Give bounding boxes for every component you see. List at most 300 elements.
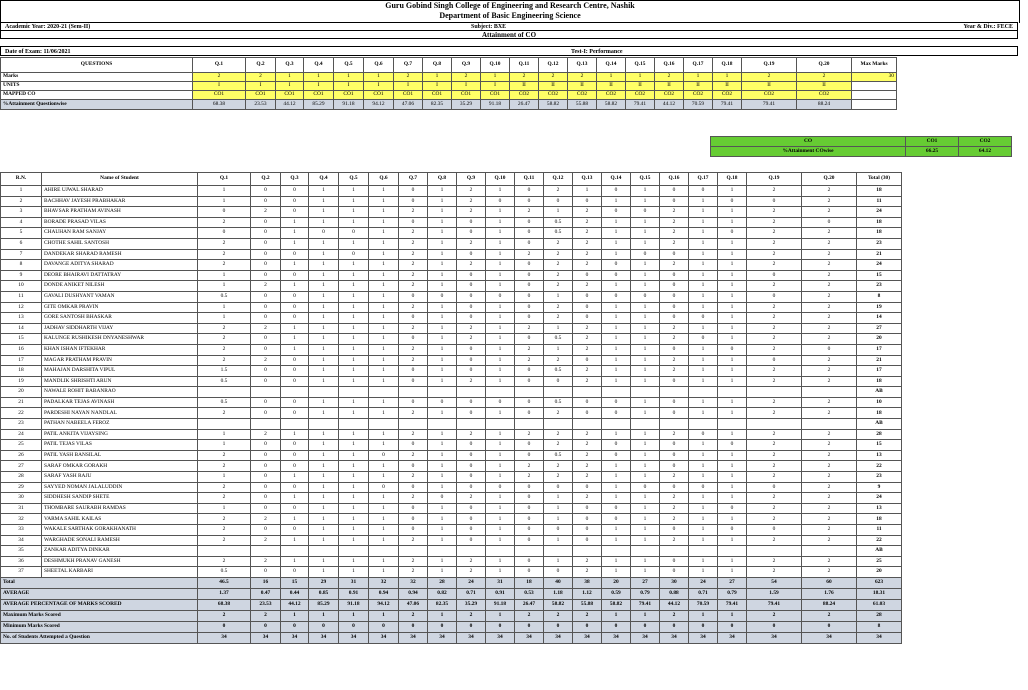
- summary-value: 0: [718, 621, 747, 632]
- student-mark: 2: [802, 355, 857, 366]
- student-mark: 0: [718, 228, 747, 239]
- student-mark: 1: [631, 217, 660, 228]
- summary-value: 70.59: [689, 599, 718, 610]
- student-total: AB: [857, 546, 902, 557]
- student-mark: 0: [602, 186, 631, 197]
- student-mark: 1: [369, 376, 399, 387]
- summary-label: Total: [1, 577, 198, 588]
- student-mark: 1: [602, 376, 631, 387]
- student-mark: 1: [339, 302, 369, 313]
- question-mapped-co: CO1: [481, 91, 510, 100]
- summary-value: 0.85: [309, 588, 339, 599]
- student-mark: 2: [457, 323, 486, 334]
- summary-value: 2: [251, 610, 281, 621]
- student-mark: 1: [486, 429, 515, 440]
- summary-value: 2: [515, 610, 544, 621]
- student-mark: 0: [457, 397, 486, 408]
- student-mark: 1: [428, 482, 457, 493]
- question-marks: 1: [626, 73, 655, 82]
- student-mark: 1: [718, 270, 747, 281]
- student-mark: 1: [689, 366, 718, 377]
- total-header: Total (30): [857, 173, 902, 186]
- student-mark: 2: [544, 440, 573, 451]
- student-mark: 0: [660, 291, 689, 302]
- question-attainment: 35.29: [452, 100, 481, 110]
- student-mark: 0.5: [198, 567, 251, 578]
- student-mark: 0: [399, 186, 428, 197]
- summary-value: 35.29: [457, 599, 486, 610]
- student-mark: 1: [544, 514, 573, 525]
- student-mark: 1: [369, 472, 399, 483]
- student-name: KALUNGE RUSHIKESH DNYANESHWAR: [42, 334, 198, 345]
- summary-value: 0: [631, 621, 660, 632]
- student-mark: 0: [573, 503, 602, 514]
- student-mark: [486, 387, 515, 398]
- student-mark: 1: [689, 567, 718, 578]
- student-rn: 8: [1, 260, 42, 271]
- student-mark: 2: [515, 249, 544, 260]
- student-mark: 2: [747, 344, 802, 355]
- student-mark: 1: [339, 429, 369, 440]
- question-header: Q.12: [539, 58, 568, 73]
- question-marks: 1: [481, 73, 510, 82]
- student-mark: 1: [281, 334, 309, 345]
- student-mark: 0: [573, 535, 602, 546]
- summary-value: 34: [281, 632, 309, 643]
- student-mark: 1: [309, 567, 339, 578]
- student-mark: [399, 546, 428, 557]
- student-mark: 0: [457, 408, 486, 419]
- question-header: Q.17: [689, 173, 718, 186]
- question-attainment: 82.35: [423, 100, 452, 110]
- student-mark: 1: [428, 355, 457, 366]
- summary-label: No. of Students Attempted a Question: [1, 632, 198, 643]
- summary-value: 1: [428, 610, 457, 621]
- student-mark: 0: [309, 228, 339, 239]
- summary-value: 2: [747, 610, 802, 621]
- question-attainment: 91.18: [334, 100, 364, 110]
- student-mark: 1: [689, 450, 718, 461]
- question-attainment: 68.38: [193, 100, 246, 110]
- summary-value: 31: [486, 577, 515, 588]
- student-mark: 0: [660, 186, 689, 197]
- student-mark: 0: [281, 355, 309, 366]
- question-unit: II: [568, 82, 597, 91]
- student-mark: 1: [281, 238, 309, 249]
- student-rn: 11: [1, 291, 42, 302]
- student-mark: 2: [399, 493, 428, 504]
- student-mark: 0: [515, 291, 544, 302]
- student-mark: 1: [309, 556, 339, 567]
- student-mark: 2: [747, 450, 802, 461]
- student-mark: 1: [198, 313, 251, 324]
- student-mark: 0: [573, 525, 602, 536]
- student-mark: 1: [689, 514, 718, 525]
- student-mark: 2: [251, 535, 281, 546]
- mapped-co-row: [1, 91, 897, 100]
- student-mark: 2: [747, 514, 802, 525]
- student-mark: 0: [718, 344, 747, 355]
- summary-value: 0.91: [339, 588, 369, 599]
- student-mark: 1: [631, 313, 660, 324]
- student-mark: 1: [718, 238, 747, 249]
- student-row: [1, 238, 902, 249]
- summary-value: 0: [369, 621, 399, 632]
- summary-value: 34: [457, 632, 486, 643]
- student-mark: 1: [602, 313, 631, 324]
- question-header: Q.14: [602, 173, 631, 186]
- student-mark: 0: [399, 482, 428, 493]
- student-total: 15: [857, 270, 902, 281]
- student-mark: 1: [198, 186, 251, 197]
- student-mark: 0: [457, 249, 486, 260]
- student-mark: 0: [251, 440, 281, 451]
- student-mark: 0: [251, 313, 281, 324]
- student-mark: [339, 387, 369, 398]
- student-mark: 2: [399, 429, 428, 440]
- student-mark: 2: [660, 238, 689, 249]
- student-mark: 2: [573, 366, 602, 377]
- student-mark: 1: [339, 291, 369, 302]
- question-mapped-co: CO1: [276, 91, 304, 100]
- student-mark: 2: [747, 217, 802, 228]
- student-mark: 2: [660, 260, 689, 271]
- student-mark: 2: [399, 450, 428, 461]
- summary-value: 34: [515, 632, 544, 643]
- student-mark: 1: [602, 228, 631, 239]
- student-mark: 1: [631, 503, 660, 514]
- student-mark: 2: [747, 535, 802, 546]
- question-header: Q.13: [573, 173, 602, 186]
- summary-value: 0.59: [602, 588, 631, 599]
- student-mark: 2: [198, 260, 251, 271]
- student-mark: 2: [660, 355, 689, 366]
- student-mark: 0: [515, 260, 544, 271]
- student-mark: [802, 387, 857, 398]
- student-mark: 0: [660, 408, 689, 419]
- student-mark: 2: [802, 493, 857, 504]
- student-mark: 0: [718, 440, 747, 451]
- student-name: PATHAN NABEELA FEROZ: [42, 419, 198, 430]
- student-mark: 0: [251, 366, 281, 377]
- student-mark: 1: [309, 260, 339, 271]
- student-mark: 2: [747, 238, 802, 249]
- student-mark: 2: [457, 196, 486, 207]
- student-mark: 1: [309, 397, 339, 408]
- student-mark: 0: [486, 196, 515, 207]
- student-mark: 1: [428, 196, 457, 207]
- summary-value: 79.41: [747, 599, 802, 610]
- student-mark: 1: [718, 556, 747, 567]
- summary-value: 34: [339, 632, 369, 643]
- student-mark: 0: [251, 493, 281, 504]
- summary-value: 1: [689, 610, 718, 621]
- student-mark: [198, 419, 251, 430]
- summary-value: 32: [369, 577, 399, 588]
- student-mark: 0: [660, 525, 689, 536]
- student-mark: 1: [281, 344, 309, 355]
- summary-label: Maximum Marks Scored: [1, 610, 198, 621]
- student-mark: 2: [457, 238, 486, 249]
- question-unit: II: [684, 82, 713, 91]
- summary-value: 2: [198, 610, 251, 621]
- student-mark: 2: [399, 270, 428, 281]
- question-header: Q.8: [428, 173, 457, 186]
- student-mark: 0.5: [198, 397, 251, 408]
- student-mark: 2: [544, 313, 573, 324]
- student-mark: 1: [631, 429, 660, 440]
- summary-value: 0.91: [486, 588, 515, 599]
- student-mark: 1: [428, 238, 457, 249]
- student-mark: 1: [689, 397, 718, 408]
- student-mark: 1: [544, 556, 573, 567]
- student-mark: 2: [198, 525, 251, 536]
- student-mark: 1: [689, 355, 718, 366]
- student-mark: 0: [251, 260, 281, 271]
- student-row: [1, 546, 902, 557]
- student-mark: 0: [399, 461, 428, 472]
- student-mark: 0: [660, 196, 689, 207]
- student-mark: 1: [486, 525, 515, 536]
- student-mark: 0: [457, 355, 486, 366]
- question-attainment: 58.82: [539, 100, 568, 110]
- student-mark: 1: [369, 503, 399, 514]
- student-name: DONDE ANIKET NILESH: [42, 281, 198, 292]
- student-mark: 0: [457, 344, 486, 355]
- student-mark: 0: [515, 196, 544, 207]
- student-mark: 2: [399, 567, 428, 578]
- student-mark: 0: [544, 525, 573, 536]
- student-mark: 0: [660, 281, 689, 292]
- student-mark: 1: [369, 186, 399, 197]
- student-mark: 1: [428, 408, 457, 419]
- student-total: 18: [857, 217, 902, 228]
- student-mark: 1: [309, 281, 339, 292]
- student-mark: 1: [198, 281, 251, 292]
- student-mark: 1: [689, 249, 718, 260]
- student-mark: [428, 546, 457, 557]
- student-mark: 0: [281, 366, 309, 377]
- question-header: Q.11: [510, 58, 539, 73]
- student-mark: 1: [369, 514, 399, 525]
- student-mark: 1: [369, 302, 399, 313]
- student-mark: 2: [573, 334, 602, 345]
- summary-value: 0.53: [515, 588, 544, 599]
- student-mark: 2: [802, 238, 857, 249]
- student-mark: 0: [281, 408, 309, 419]
- summary-value: 34: [369, 632, 399, 643]
- student-mark: 1: [602, 196, 631, 207]
- summary-value: 0.79: [718, 588, 747, 599]
- question-unit: II: [742, 82, 797, 91]
- student-mark: 1: [339, 323, 369, 334]
- student-mark: 1: [689, 535, 718, 546]
- student-mark: 1: [486, 344, 515, 355]
- student-name: GAVALI DUSHYANT VAMAN: [42, 291, 198, 302]
- student-mark: 2: [544, 249, 573, 260]
- student-mark: 2: [515, 323, 544, 334]
- student-mark: 0: [457, 482, 486, 493]
- student-mark: [718, 419, 747, 430]
- summary-value: 18: [515, 577, 544, 588]
- student-mark: 2: [747, 281, 802, 292]
- student-mark: 2: [399, 408, 428, 419]
- student-mark: [399, 387, 428, 398]
- student-mark: 1: [718, 472, 747, 483]
- student-mark: 1: [309, 207, 339, 218]
- student-mark: 0: [544, 482, 573, 493]
- department-name: Department of Basic Engineering Science: [439, 11, 581, 20]
- student-mark: 0: [718, 525, 747, 536]
- student-mark: 2: [802, 440, 857, 451]
- student-mark: 2: [544, 429, 573, 440]
- student-mark: 0: [457, 291, 486, 302]
- student-mark: 2: [457, 376, 486, 387]
- question-mapped-co: CO1: [394, 91, 423, 100]
- student-mark: 1: [689, 196, 718, 207]
- question-header: Q.18: [713, 58, 742, 73]
- student-row: [1, 419, 902, 430]
- student-mark: 1: [689, 472, 718, 483]
- summary-value: 15: [281, 577, 309, 588]
- student-mark: 0: [281, 291, 309, 302]
- student-mark: 1: [309, 525, 339, 536]
- student-mark: 1: [369, 525, 399, 536]
- student-row: [1, 291, 902, 302]
- student-mark: 0: [457, 366, 486, 377]
- student-mark: 1: [631, 450, 660, 461]
- student-rn: 5: [1, 228, 42, 239]
- student-mark: 0: [660, 302, 689, 313]
- question-header: Q.12: [544, 173, 573, 186]
- student-mark: 1: [339, 461, 369, 472]
- student-rn: 26: [1, 450, 42, 461]
- student-mark: 1: [281, 556, 309, 567]
- test-name: Test-I: Performance: [571, 49, 623, 55]
- student-rn: 14: [1, 323, 42, 334]
- student-mark: 0: [281, 503, 309, 514]
- student-total: 23: [857, 472, 902, 483]
- student-mark: 1: [369, 291, 399, 302]
- student-mark: 0: [198, 228, 251, 239]
- question-header: Q.6: [369, 173, 399, 186]
- student-total: 17: [857, 366, 902, 377]
- student-mark: [281, 546, 309, 557]
- student-mark: 1: [486, 323, 515, 334]
- questions-table: [0, 57, 897, 110]
- student-mark: 2: [802, 249, 857, 260]
- co-attainment-row: [711, 147, 1012, 157]
- student-mark: 0: [457, 525, 486, 536]
- student-mark: [251, 546, 281, 557]
- student-mark: 0: [457, 302, 486, 313]
- student-mark: 2: [747, 323, 802, 334]
- summary-row: [1, 610, 902, 621]
- student-mark: 0: [281, 249, 309, 260]
- student-name: SAYYED NOMAN JALALUDDIN: [42, 482, 198, 493]
- student-mark: 1: [309, 238, 339, 249]
- student-mark: 1: [718, 567, 747, 578]
- student-mark: 1: [602, 472, 631, 483]
- student-mark: 1: [718, 207, 747, 218]
- student-mark: 0: [281, 376, 309, 387]
- student-rn: 30: [1, 493, 42, 504]
- student-mark: 0: [369, 482, 399, 493]
- student-mark: 1: [309, 270, 339, 281]
- student-mark: 2: [515, 355, 544, 366]
- student-total: 21: [857, 355, 902, 366]
- student-mark: 1: [428, 249, 457, 260]
- student-mark: 1: [339, 355, 369, 366]
- student-mark: 2: [660, 429, 689, 440]
- student-mark: 0.5: [198, 376, 251, 387]
- student-rn: 24: [1, 429, 42, 440]
- student-mark: 0: [515, 567, 544, 578]
- student-mark: 1: [486, 366, 515, 377]
- student-mark: 1: [602, 334, 631, 345]
- student-mark: 1: [631, 323, 660, 334]
- student-total: 13: [857, 450, 902, 461]
- student-row: [1, 260, 902, 271]
- student-rn: 13: [1, 313, 42, 324]
- question-mapped-co: CO2: [684, 91, 713, 100]
- student-mark: 1: [689, 323, 718, 334]
- student-mark: [747, 387, 802, 398]
- student-mark: 1: [718, 482, 747, 493]
- student-mark: 2: [198, 323, 251, 334]
- student-mark: 1: [689, 238, 718, 249]
- summary-value: 0: [660, 621, 689, 632]
- student-row: [1, 334, 902, 345]
- student-mark: 2: [251, 355, 281, 366]
- student-mark: [369, 387, 399, 398]
- student-mark: 2: [802, 313, 857, 324]
- student-mark: 1: [602, 344, 631, 355]
- student-mark: 1: [631, 260, 660, 271]
- student-name: PATIL TEJAS VILAS: [42, 440, 198, 451]
- student-mark: 0.5: [544, 450, 573, 461]
- student-mark: 1: [281, 535, 309, 546]
- summary-value: 34: [251, 632, 281, 643]
- student-mark: 2: [660, 334, 689, 345]
- student-row: [1, 249, 902, 260]
- question-header: Q.1: [193, 58, 246, 73]
- student-mark: 2: [515, 472, 544, 483]
- question-header: Q.4: [304, 58, 334, 73]
- student-total: 22: [857, 535, 902, 546]
- student-mark: 1: [631, 472, 660, 483]
- question-unit: I: [394, 82, 423, 91]
- question-attainment: 79.41: [713, 100, 742, 110]
- summary-value: 34: [309, 632, 339, 643]
- question-header: Q.19: [747, 173, 802, 186]
- question-marks: 2: [797, 73, 852, 82]
- question-mapped-co: CO2: [655, 91, 684, 100]
- student-mark: 1: [428, 334, 457, 345]
- student-mark: 2: [660, 535, 689, 546]
- question-attainment: 70.59: [684, 100, 713, 110]
- student-mark: [515, 419, 544, 430]
- student-mark: 2: [544, 408, 573, 419]
- summary-value: 0: [198, 621, 251, 632]
- summary-value: 34: [718, 632, 747, 643]
- question-mapped-co: CO1: [423, 91, 452, 100]
- student-mark: 1: [486, 302, 515, 313]
- student-mark: 1: [339, 503, 369, 514]
- student-mark: 2: [573, 207, 602, 218]
- student-mark: 0: [399, 525, 428, 536]
- student-mark: 1: [602, 429, 631, 440]
